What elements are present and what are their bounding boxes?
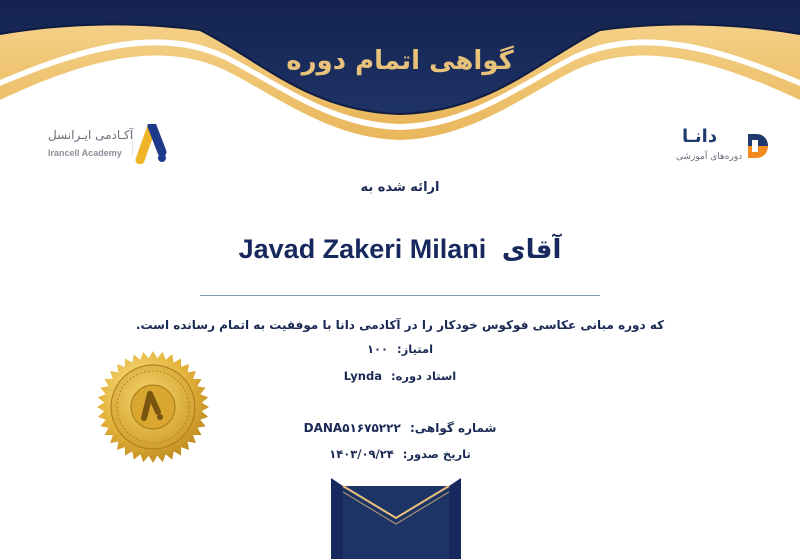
gold-seal-icon: [96, 350, 210, 464]
dana-logo-subtitle: دوره‌های آموزشی: [676, 152, 743, 162]
certificate-title: گواهی اتمام دوره: [286, 46, 514, 76]
irancell-academy-name-en: Irancell Academy: [48, 148, 122, 158]
score-label: امتیاز:: [397, 342, 434, 356]
teacher-value: Lynda: [343, 369, 382, 383]
course-description: که دوره مبانی عکاسی فوکوس خودکار را در آکادمی دانا با موفقیت به اتمام رسانده است.: [135, 318, 665, 332]
certificate-number-value: DANA۵۱۶۷۵۲۲۲: [303, 421, 401, 435]
teacher-label: استاد دوره:: [391, 369, 457, 383]
dana-logo-icon: [744, 130, 770, 162]
certificate-number-label: شماره گواهی:: [409, 421, 497, 435]
irancell-academy-logo: [40, 124, 170, 166]
ribbon-decoration: [331, 478, 461, 559]
recipient-name: Javad Zakeri Milani: [238, 234, 487, 264]
issue-date-value: ۱۴۰۳/۰۹/۲۴: [329, 447, 394, 461]
dana-logo: [660, 126, 770, 166]
score-value: ۱۰۰: [366, 342, 389, 356]
presented-to-label: ارائه شده به: [360, 180, 440, 195]
divider-line: [200, 295, 600, 296]
honorific: آقای: [501, 235, 562, 265]
dana-logo-name: دانـا: [682, 126, 718, 147]
irancell-academy-logo-icon: [132, 124, 168, 164]
recipient-line: [0, 234, 800, 265]
irancell-academy-name-fa: آکـادمی ایـرانسل: [48, 128, 134, 142]
issue-date-label: تاریخ صدور:: [402, 447, 471, 461]
